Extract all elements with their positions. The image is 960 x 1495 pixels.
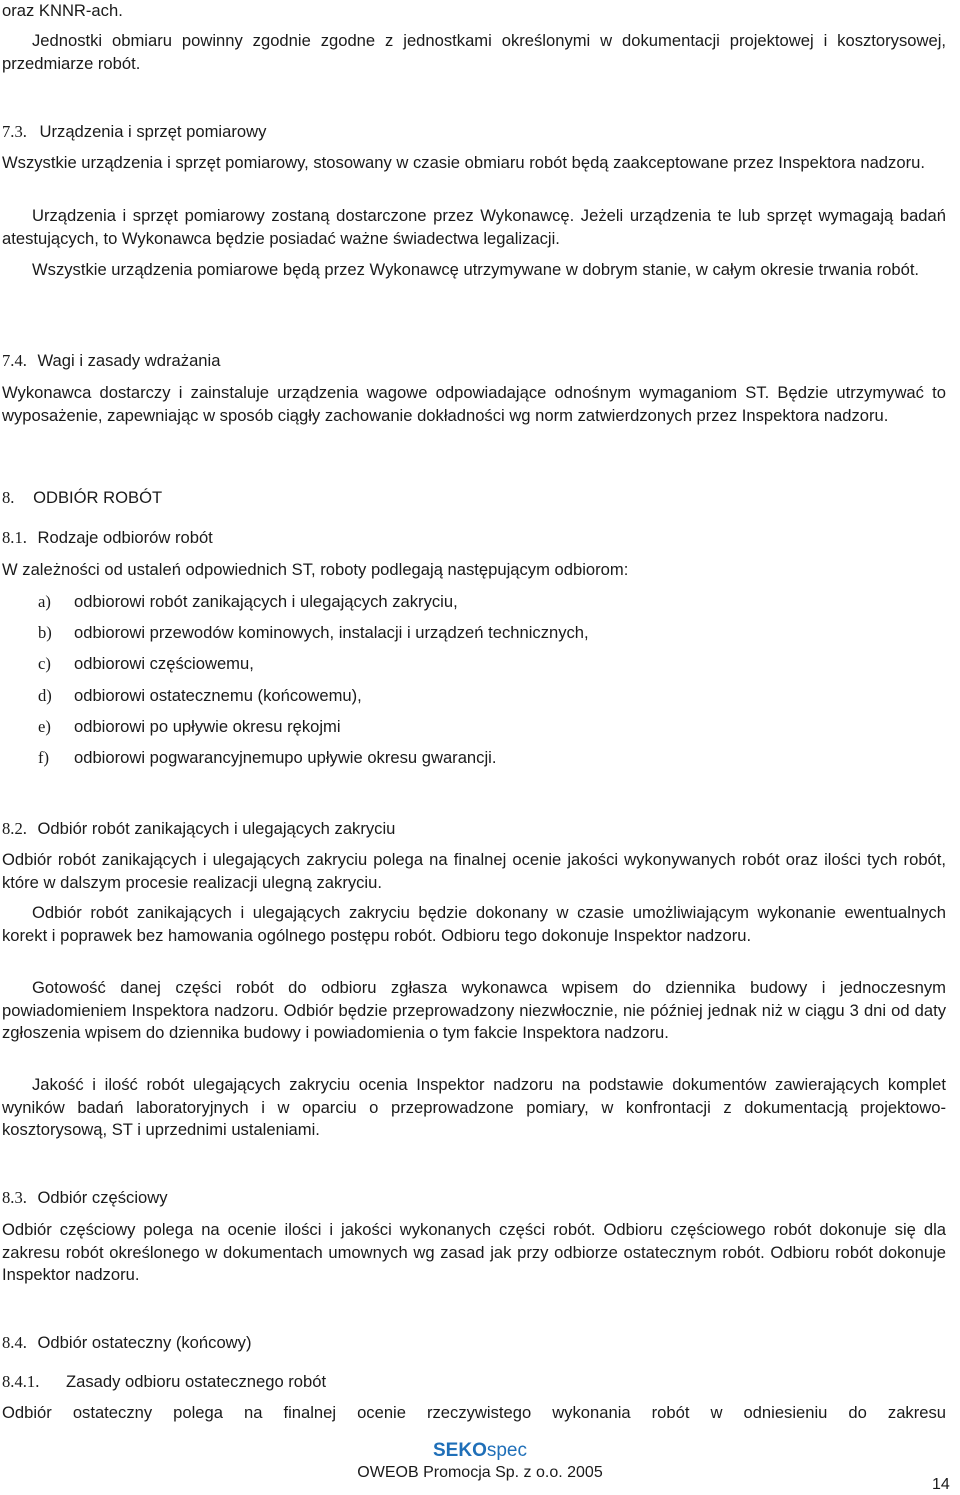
paragraph: Odbiór robót zanikających i ulegających zakryciu polega na finalnej ocenie jakości wykonywanych robót oraz ilości tych robót, które w dalszym procesie realizacji ulegną zakryciu. (2, 850, 946, 892)
list-text: odbiorowi robót zanikających i ulegających zakryciu, (74, 592, 458, 611)
list-item (38, 685, 362, 707)
list-item (38, 653, 254, 675)
list-marker: e) (38, 717, 51, 736)
list-text: odbiorowi po upływie okresu rękojmi (74, 717, 341, 736)
section-number: 7.3. (2, 122, 27, 141)
list-text: odbiorowi ostatecznemu (końcowemu), (74, 686, 362, 705)
paragraph: Odbiór częściowy polega na ocenie ilości i jakości wykonanych części robót. Odbioru częściowego robót dokonuje się dla zakresu robót określonego w dokumentach umownych wg zasad jak przy odbiorze ostatecznym robót. Odbioru robót dokonuje Inspektor nadzoru. (2, 1220, 946, 1284)
section-title: Rodzaje odbiorów robót (37, 528, 213, 547)
section-number: 8.3. (2, 1188, 27, 1207)
list-marker: a) (38, 592, 51, 611)
brand-bold-text: SEKO (433, 1440, 487, 1461)
section-heading-8-1 (2, 527, 213, 549)
section-number: 8.2. (2, 819, 27, 838)
list-marker: d) (38, 686, 52, 705)
list-text: odbiorowi pogwarancyjnemupo upływie okresu gwarancji. (74, 748, 497, 767)
paragraph: Gotowość danej części robót do odbioru zgłasza wykonawca wpisem do dziennika budowy i jednoczesnym powiadomieniem Inspektora nadzoru. Odbiór będzie przeprowadzony niezwłocznie, nie później jednak niż w ciągu 3 dni od daty zgłoszenia wpisem do dziennika budowy i powiadomienia o tym fakcie Inspektora nadzoru. (2, 978, 946, 1042)
list-marker: b) (38, 623, 52, 642)
page-number: 14 (932, 1476, 950, 1493)
section-number: 7.4. (2, 351, 27, 370)
section-number: 8.1. (2, 528, 27, 547)
list-text: odbiorowi częściowemu, (74, 654, 254, 673)
paragraph: Urządzenia i sprzęt pomiarowy zostaną dostarczone przez Wykonawcę. Jeżeli urządzenia te lub sprzęt wymagają badań atestujących, to Wykonawca będzie posiadać ważne świadectwa legalizacji. (2, 206, 946, 248)
list-item (38, 591, 458, 613)
section-number: 8. (2, 488, 15, 507)
list-text: odbiorowi przewodów kominowych, instalacji i urządzeń technicznych, (74, 623, 589, 642)
footer-brand-logo (0, 1440, 960, 1462)
section-title: ODBIÓR ROBÓT (33, 488, 163, 507)
paragraph: Odbiór robót zanikających i ulegających zakryciu będzie dokonany w czasie umożliwiającym wykonanie ewentualnych korekt i poprawek bez hamowania ogólnego postępu robót. Odbioru tego dokonuje Inspektor nadzoru. (2, 903, 946, 945)
paragraph: Jakość i ilość robót ulegających zakryciu ocenia Inspektor nadzoru na podstawie dokumentów zawierających komplet wyników badań laboratoryjnych i w oparciu o przeprowadzone pomiary, w konfrontacji z dokumentacją projektowo-kosztorysową, ST i uprzednimi ustaleniami. (2, 1075, 946, 1139)
list-item (38, 716, 341, 738)
section-title: Odbiór robót zanikających i ulegających zakryciu (37, 819, 396, 838)
paragraph: Odbiór ostateczny polega na finalnej ocenie rzeczywistego wykonania robót w odniesieniu do zakresu (2, 1403, 946, 1422)
brand-light-text: spec (486, 1440, 527, 1461)
section-heading-8-4-1 (2, 1371, 326, 1393)
section-title: Wagi i zasady wdrażania (37, 351, 221, 370)
section-heading-7-3 (2, 121, 266, 143)
list-item (38, 622, 589, 644)
section-title: Zasady odbioru ostatecznego robót (65, 1372, 327, 1391)
paragraph: W zależności od ustaleń odpowiednich ST, roboty podlegają następującym odbiorom: (2, 560, 629, 579)
paragraph: Wykonawca dostarczy i zainstaluje urządzenia wagowe odpowiadające odnośnym wymaganiom ST. Będzie utrzymywać to wyposażenie, zapewniając w sposób ciągły zachowanie dokładności wg norm zatwierdzonych przez Inspektora nadzoru. (2, 383, 946, 425)
section-heading-8-3 (2, 1187, 168, 1209)
section-title: Odbiór ostateczny (końcowy) (37, 1333, 252, 1352)
section-heading-8 (2, 487, 162, 509)
section-title: Odbiór częściowy (37, 1188, 168, 1207)
list-marker: f) (38, 748, 50, 767)
text-fragment: oraz KNNR-ach. (2, 1, 123, 20)
paragraph: Wszystkie urządzenia pomiarowe będą przez Wykonawcę utrzymywane w dobrym stanie, w całym okresie trwania robót. (32, 260, 920, 279)
paragraph: Wszystkie urządzenia i sprzęt pomiarowy, stosowany w czasie obmiaru robót będą zaakceptowane przez Inspektora nadzoru. (2, 153, 925, 172)
list-marker: c) (38, 654, 51, 673)
section-number: 8.4.1. (2, 1372, 40, 1391)
list-item (38, 747, 496, 769)
section-heading-8-4 (2, 1332, 251, 1354)
section-heading-7-4 (2, 350, 220, 372)
section-heading-8-2 (2, 818, 395, 840)
footer-organization: OWEOB Promocja Sp. z o.o. 2005 (357, 1464, 603, 1481)
section-title: Urządzenia i sprzęt pomiarowy (39, 122, 267, 141)
section-number: 8.4. (2, 1333, 27, 1352)
paragraph: Jednostki obmiaru powinny zgodnie zgodne z jednostkami określonymi w dokumentacji projektowej i kosztorysowej, przedmiarze robót. (2, 31, 946, 73)
